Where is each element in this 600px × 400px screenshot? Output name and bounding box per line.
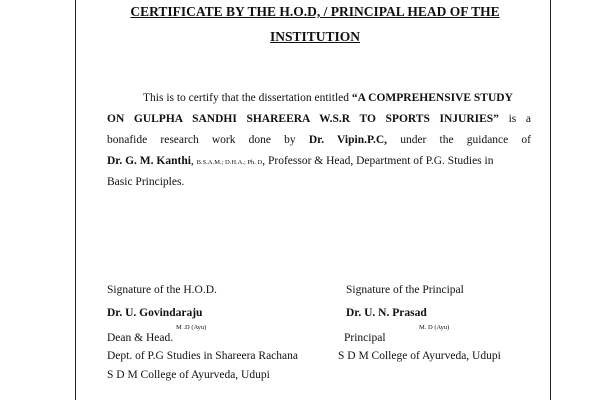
- certificate-title-line1: CERTIFICATE BY THE H.O.D, / PRINCIPAL HEAD OF THE: [130, 4, 500, 19]
- dissertation-title-start: “A COMPREHENSIVE STUDY: [351, 92, 513, 104]
- body-line-4: [107, 155, 531, 167]
- body-line-3: [107, 134, 531, 146]
- guide-qualification: B.S.A.M.; D.H.A.; Ph. D: [196, 159, 263, 166]
- principal-signature-label: Signature of the Principal: [346, 284, 464, 296]
- page-border-right: [550, 0, 551, 400]
- body-line-2: [107, 113, 531, 125]
- body-line-1: [143, 92, 531, 104]
- body-line-2-tail: is a: [508, 113, 531, 125]
- guide-sep: ,: [190, 155, 197, 167]
- hod-college: S D M College of Ayurveda, Udupi: [107, 369, 270, 381]
- guide-designation: , Professor & Head, Department of P.G. Studies in: [262, 155, 494, 167]
- hod-qualification: M .D (Ayu): [176, 324, 207, 331]
- body-line-1-text: This is to certify that the dissertation entitled: [143, 92, 352, 104]
- principal-qualification: M. D (Ayu): [419, 324, 450, 331]
- principal-role: Principal: [344, 332, 386, 344]
- page-border-left: [75, 0, 76, 400]
- hod-department: Dept. of P.G Studies in Shareera Rachana: [107, 350, 298, 362]
- principal-college: S D M College of Ayurveda, Udupi: [338, 350, 501, 362]
- candidate-name: Dr. Vipin.P.C,: [308, 134, 388, 146]
- guide-name: Dr. G. M. Kanthi: [107, 155, 191, 167]
- principal-name: Dr. U. N. Prasad: [346, 307, 427, 319]
- certificate-title-line2: INSTITUTION: [269, 29, 361, 44]
- body-line-3-tail: under the guidance of: [400, 134, 532, 146]
- body-line-5: Basic Principles.: [107, 176, 185, 188]
- hod-role: Dean & Head.: [107, 332, 174, 344]
- hod-signature-label: Signature of the H.O.D.: [107, 284, 217, 296]
- dissertation-title-end: ON GULPHA SANDHI SHAREERA W.S.R TO SPORTS INJURIES”: [107, 113, 499, 125]
- hod-name: Dr. U. Govindaraju: [107, 307, 203, 319]
- body-line-3-text: bonafide research work done by: [107, 134, 309, 146]
